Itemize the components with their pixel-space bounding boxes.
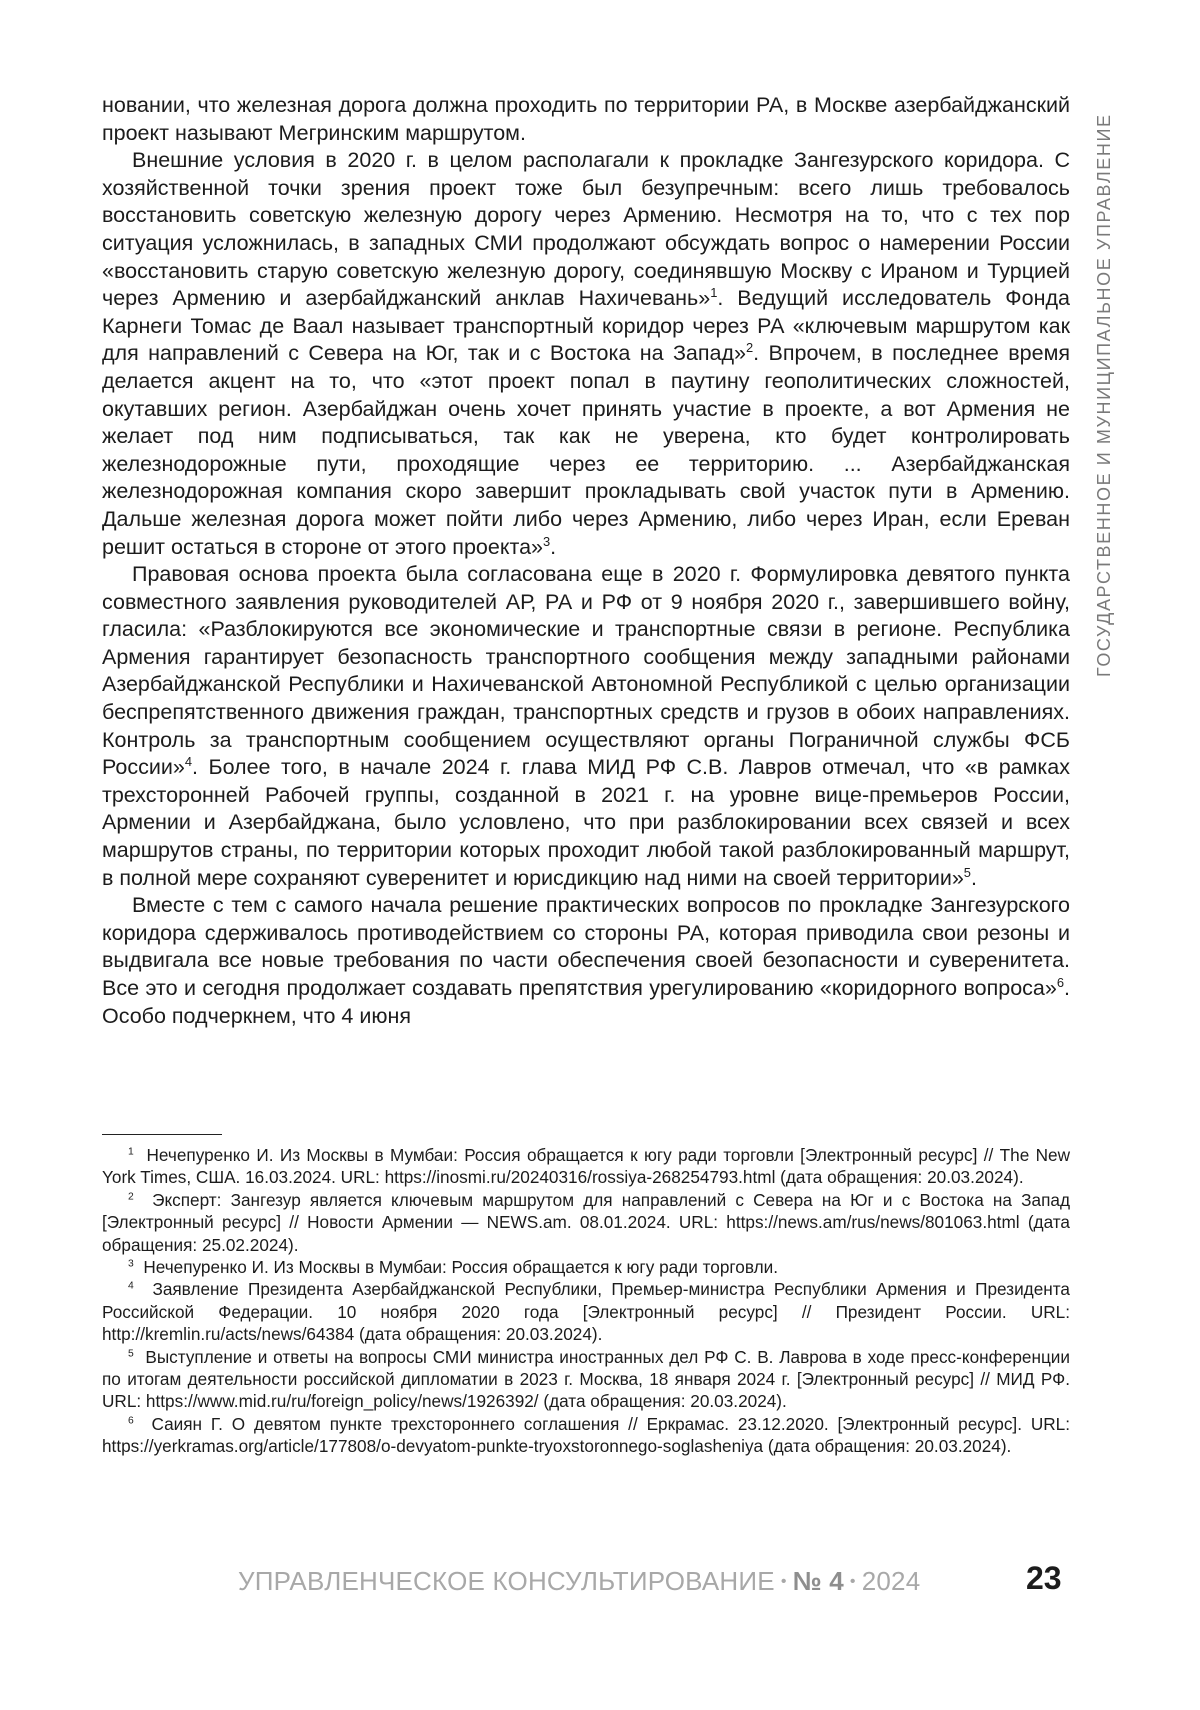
journal-issue: № 4 xyxy=(792,1566,844,1596)
footer-separator: • xyxy=(780,1573,787,1590)
journal-footer xyxy=(238,1566,920,1597)
paragraph-text: Вместе с тем с самого начала решение практических вопросов по прокладке Зангезурского коридора сдерживалось противодействием со стороны РА, которая приводила свои резоны и выдвигала все новые требования по части обеспечения своей безопасности и суверенитета. Все это и сегодня продолжает создавать препятствия урегулированию «коридорного вопроса» xyxy=(102,893,1070,1000)
body-text xyxy=(102,92,1070,1030)
footnote-text: Эксперт: Зангезур является ключевым маршрутом для направлений с Севера на Юг и с Востока на Запад [Электронный ресурс] // Новости Армении — NEWS.am. 08.01.2024. URL: https://news.am/rus/news/801063.html (дата обращения: 25.02.2024). xyxy=(102,1189,1070,1255)
footnote-number: 2 xyxy=(128,1191,134,1203)
footnote-ref: 1 xyxy=(710,285,718,300)
paragraph-text: . Особо подчеркнем, что 4 июня xyxy=(102,976,1070,1028)
footnote xyxy=(102,1256,1070,1278)
footnote-text: Нечепуренко И. Из Москвы в Мумбаи: Россия обращается к югу ради торговли. xyxy=(143,1257,778,1278)
journal-year: 2024 xyxy=(861,1566,921,1596)
paragraph-text: новании, что железная дорога должна проходить по территории РА, в Москве азербайджанский проект называют Мегринским маршрутом. xyxy=(102,93,1070,145)
footnote-ref: 3 xyxy=(542,533,551,549)
paragraph-text: Внешние условия в 2020 г. в целом располагали к прокладке Зангезурского коридора. С хозяйственной точки зрения проект тоже был безупречным: всего лишь требовалось восстановить советскую железную дорогу через Армению. Несмотря на то, что с тех пор ситуация усложнилась, в западных СМИ продолжают обсуждать вопрос о намерении России «восстановить старую советскую железную дорогу, соединявшую Москву с Ираном и Турцией через Армению и азербайджанский анклав Нахичевань» xyxy=(102,148,1070,311)
footer-separator: • xyxy=(849,1573,856,1590)
footnote-number: 1 xyxy=(128,1146,134,1158)
running-header-section: ГОСУДАРСТВЕННОЕ И МУНИЦИПАЛЬНОЕ УПРАВЛЕНИЕ xyxy=(1094,113,1114,677)
paragraph-text: Правовая основа проекта была согласована еще в 2020 г. Формулировка девятого пункта совместного заявления руководителей АР, РА и РФ от 9 ноября 2020 г., завершившего войну, гласила: «Разблокируются все экономические и транспортные связи в регионе. Республика Армения гарантирует безопасность транспортного сообщения между западными районами Азербайджанской Республики и Нахичеванской Автономной Республикой с целью организации беспрепятственного движения граждан, транспортных средств и грузов в обоих направлениях. Контроль за транспортным сообщением осуществляют органы Пограничной службы ФСБ России» xyxy=(102,562,1070,780)
footnote xyxy=(102,1346,1070,1413)
paragraph-text: . xyxy=(550,534,557,559)
footnote-number: 5 xyxy=(128,1347,134,1359)
paragraph-text: . Более того, в начале 2024 г. глава МИД РФ С.В. Лавров отмечал, что «в рамках трехсторонней Рабочей группы, созданной в 2021 г. на уровне вице-премьеров России, Армении и Азербайджана, было условлено, что при разблокировании всех связей и всех маршрутов страны, по территории которых проходит любой такой разблокированный маршрут, в полной мере сохраняют суверенитет и юрисдикцию над ними на своей территории» xyxy=(102,755,1070,890)
paragraph xyxy=(102,892,1070,1030)
page-number: 23 xyxy=(1026,1560,1062,1596)
paragraph-text: . Впрочем, в последнее время делается акцент на то, что «этот проект попал в паутину геополитических сложностей, окутавших регион. Азербайджан очень хочет принять участие в проекте, а вот Армения не желает под ним подписываться, так как не уверена, кто будет контролировать железнодорожные пути, проходящие через ее территорию. ... Азербайджанская железнодорожная компания скоро завершит прокладывать свой участок пути в Армению. Дальше железная дорога может пойти либо через Армению, либо через Иран, если Ереван решит остаться в стороне от этого проекта» xyxy=(102,341,1071,559)
footnote-ref: 4 xyxy=(184,754,193,770)
footnote xyxy=(102,1278,1070,1345)
footnote-text: Нечепуренко И. Из Москвы в Мумбаи: Россия обращается к югу ради торговли [Электронный ресурс] // The New York Times, США. 16.03.2024. URL: https://inosmi.ru/20240316/rossiya-268254793.html (дата обращения: 20.03.2024). xyxy=(102,1145,1070,1188)
footnote-number: 6 xyxy=(128,1415,134,1427)
paragraph xyxy=(102,147,1070,561)
journal-title: УПРАВЛЕНЧЕСКОЕ КОНСУЛЬТИРОВАНИЕ xyxy=(238,1566,775,1596)
footnote-ref: 2 xyxy=(746,340,754,356)
footnote xyxy=(102,1189,1070,1256)
footnote xyxy=(102,1144,1070,1189)
paragraph-text: . Ведущий исследователь Фонда Карнеги Томас де Ваал называет транспортный коридор через РА «ключевым маршрутом как для направлений с Севера на Юг, так и с Востока на Запад» xyxy=(102,286,1070,366)
footnote-text: Саиян Г. О девятом пункте трехстороннего соглашения // Еркрамас. 23.12.2020. [Электронный ресурс]. URL: https://yerkramas.org/article/177808/o-devyatom-punkte-tryoxstoronnego-soglasheniya (дата обращения: 20.03.2024). xyxy=(102,1413,1070,1457)
footnotes xyxy=(102,1144,1070,1458)
footnote-ref: 6 xyxy=(1056,974,1065,990)
paragraph-text: . xyxy=(970,865,977,890)
footnote-separator xyxy=(102,1134,222,1135)
footnote xyxy=(102,1413,1070,1458)
paragraph xyxy=(102,561,1070,892)
footnote-ref: 5 xyxy=(963,864,971,880)
footnote-text: Заявление Президента Азербайджанской Республики, Премьер-министра Республики Армения и Президента Российской Федерации. 10 ноября 2020 года [Электронный ресурс] // Президент России. URL: http://kremlin.ru/acts/news/64384 (дата обращения: 20.03.2024). xyxy=(102,1279,1070,1345)
footnote-text: Выступление и ответы на вопросы СМИ министра иностранных дел РФ С. В. Лаврова в ходе пресс-конференции по итогам деятельности российской дипломатии в 2023 г. Москва, 18 января 2024 г. [Электронный ресурс] // МИД РФ. URL: https://www.mid.ru/ru/foreign_policy/news/1926392/ (дата обращения: 20.03.2024). xyxy=(102,1346,1070,1412)
footnote-number: 4 xyxy=(128,1280,134,1292)
paragraph xyxy=(102,92,1070,147)
footnote-number: 3 xyxy=(128,1258,134,1270)
